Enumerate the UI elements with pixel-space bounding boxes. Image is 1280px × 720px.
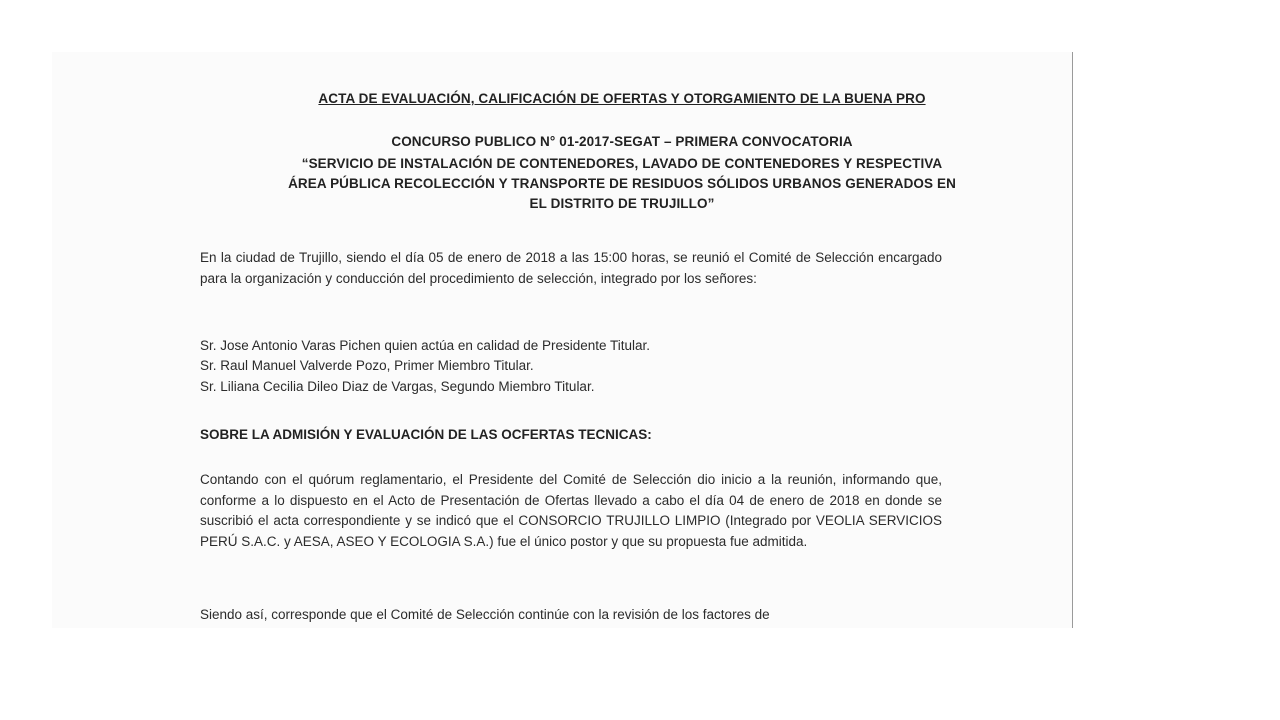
intro-paragraph: En la ciudad de Trujillo, siendo el día 05 de enero de 2018 a las 15:00 horas, se reunió el Comité de Selección encargado para la organización y conducción del procedimiento de selección, integrado por los señores: (200, 250, 942, 286)
member-second: Sr. Liliana Cecilia Dileo Diaz de Vargas, Segundo Miembro Titular. (200, 379, 595, 394)
member-president: Sr. Jose Antonio Varas Pichen quien actúa en calidad de Presidente Titular. (200, 338, 651, 353)
document-title: ACTA DE EVALUACIÓN, CALIFICACIÓN DE OFERTAS Y OTORGAMIENTO DE LA BUENA PRO (318, 91, 926, 106)
scanned-document-page (52, 52, 1073, 628)
member-first: Sr. Raul Manuel Valverde Pozo, Primer Miembro Titular. (200, 358, 534, 373)
quorum-paragraph: Contando con el quórum reglamentario, el Presidente del Comité de Selección dio inicio a la reunión, informando que, conforme a lo dispuesto en el Acto de Presentación de Ofertas llevado a cabo el día 04 de enero de 2018 en donde se suscribió el acta correspondiente y se indicó que el CONSORCIO TRUJILLO LIMPIO (Integrado por VEOLIA SERVICIOS PERÚ S.A.C. y AESA, ASEO Y ECOLOGIA S.A.) fue el único postor y que su propuesta fue admitida. (200, 472, 942, 549)
contest-line: CONCURSO PUBLICO N° 01-2017-SEGAT – PRIMERA CONVOCATORIA (391, 134, 853, 149)
service-line-3: EL DISTRITO DE TRUJILLO” (529, 196, 715, 211)
service-line-2: ÁREA PÚBLICA RECOLECCIÓN Y TRANSPORTE DE RESIDUOS SÓLIDOS URBANOS GENERADOS EN (288, 176, 956, 191)
service-line-1: “SERVICIO DE INSTALACIÓN DE CONTENEDORES, LAVADO DE CONTENEDORES Y RESPECTIVA (301, 156, 943, 171)
section-heading: SOBRE LA ADMISIÓN Y EVALUACIÓN DE LAS OCFERTAS TECNICAS: (200, 427, 652, 442)
final-line: Siendo así, corresponde que el Comité de Selección continúe con la revisión de los factores de (200, 607, 770, 622)
